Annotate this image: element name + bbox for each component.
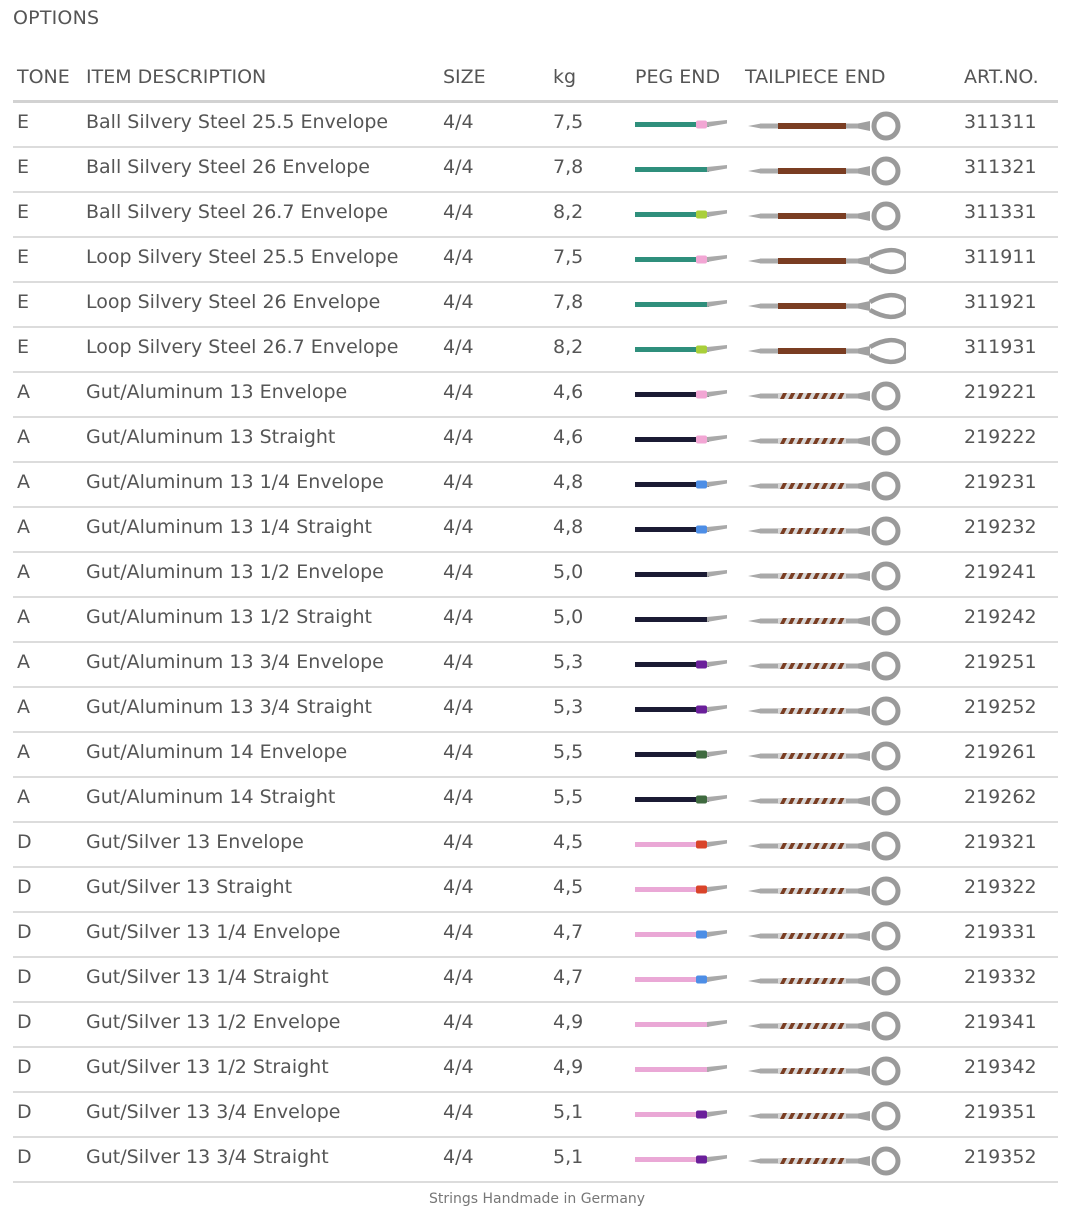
table-row: [13, 1003, 1058, 1048]
peg-end-cell: [633, 249, 729, 271]
table-row: [13, 958, 1058, 1003]
peg-end-icon: [633, 564, 729, 586]
kg-cell: 4,9: [553, 1011, 584, 1033]
tone-cell: D: [17, 966, 32, 988]
description-cell: Ball Silvery Steel 25.5 Envelope: [86, 111, 389, 133]
tone-cell: D: [17, 921, 32, 943]
kg-cell: 5,3: [553, 651, 584, 673]
art-no-cell: 219331: [964, 921, 1037, 943]
tailpiece-end-cell: [746, 422, 906, 458]
size-cell: 4/4: [443, 831, 474, 853]
art-no-cell: 219241: [964, 561, 1037, 583]
tone-cell: A: [17, 471, 30, 493]
size-cell: 4/4: [443, 651, 474, 673]
peg-end-icon: [633, 474, 729, 496]
tailpiece-end-cell: [746, 1097, 906, 1133]
tone-cell: A: [17, 381, 30, 403]
peg-end-icon: [633, 699, 729, 721]
art-no-cell: 219262: [964, 786, 1037, 808]
size-cell: 4/4: [443, 1101, 474, 1123]
peg-end-icon: [633, 969, 729, 991]
table-row: [13, 328, 1058, 373]
size-cell: 4/4: [443, 201, 474, 223]
peg-end-icon: [633, 204, 729, 226]
peg-end-cell: [633, 744, 729, 766]
tailpiece-end-icon: [746, 332, 906, 368]
tailpiece-end-cell: [746, 737, 906, 773]
tailpiece-end-cell: [746, 332, 906, 368]
peg-end-cell: [633, 564, 729, 586]
peg-end-cell: [633, 339, 729, 361]
tailpiece-end-icon: [746, 512, 906, 548]
peg-end-icon: [633, 114, 729, 136]
peg-end-icon: [633, 744, 729, 766]
peg-end-cell: [633, 699, 729, 721]
description-cell: Gut/Silver 13 1/4 Envelope: [86, 921, 341, 943]
tailpiece-end-cell: [746, 512, 906, 548]
tone-cell: A: [17, 606, 30, 628]
tone-cell: A: [17, 696, 30, 718]
tailpiece-end-cell: [746, 1052, 906, 1088]
tone-cell: D: [17, 831, 32, 853]
tailpiece-end-cell: [746, 377, 906, 413]
art-no-cell: 219221: [964, 381, 1037, 403]
size-cell: 4/4: [443, 471, 474, 493]
description-cell: Gut/Silver 13 Straight: [86, 876, 293, 898]
description-cell: Gut/Aluminum 13 1/2 Straight: [86, 606, 372, 628]
tailpiece-end-icon: [746, 287, 906, 323]
art-no-cell: 219342: [964, 1056, 1037, 1078]
tailpiece-end-icon: [746, 197, 906, 233]
peg-end-cell: [633, 924, 729, 946]
kg-cell: 4,5: [553, 831, 584, 853]
kg-cell: 7,8: [553, 156, 584, 178]
tone-cell: D: [17, 1101, 32, 1123]
kg-cell: 7,8: [553, 291, 584, 313]
peg-end-cell: [633, 294, 729, 316]
size-cell: 4/4: [443, 696, 474, 718]
footer-note: Strings Handmade in Germany: [428, 1191, 646, 1207]
tailpiece-end-cell: [746, 827, 906, 863]
peg-end-cell: [633, 519, 729, 541]
size-cell: 4/4: [443, 606, 474, 628]
table-row: [13, 643, 1058, 688]
tailpiece-end-icon: [746, 1097, 906, 1133]
tone-cell: D: [17, 1056, 32, 1078]
peg-end-cell: [633, 429, 729, 451]
art-no-cell: 219321: [964, 831, 1037, 853]
kg-cell: 5,5: [553, 741, 584, 763]
table-row: [13, 193, 1058, 238]
peg-end-icon: [633, 924, 729, 946]
description-cell: Gut/Aluminum 13 3/4 Straight: [86, 696, 372, 718]
header-size: SIZE: [443, 66, 486, 88]
description-cell: Gut/Aluminum 14 Straight: [86, 786, 336, 808]
peg-end-cell: [633, 834, 729, 856]
peg-end-cell: [633, 969, 729, 991]
table-row: [13, 418, 1058, 463]
table-row: [13, 148, 1058, 193]
size-cell: 4/4: [443, 381, 474, 403]
description-cell: Ball Silvery Steel 26 Envelope: [86, 156, 370, 178]
tailpiece-end-icon: [746, 422, 906, 458]
size-cell: 4/4: [443, 516, 474, 538]
kg-cell: 8,2: [553, 201, 584, 223]
description-cell: Ball Silvery Steel 26.7 Envelope: [86, 201, 389, 223]
size-cell: 4/4: [443, 426, 474, 448]
size-cell: 4/4: [443, 921, 474, 943]
peg-end-icon: [633, 384, 729, 406]
tailpiece-end-icon: [746, 1142, 906, 1178]
description-cell: Gut/Silver 13 Envelope: [86, 831, 304, 853]
size-cell: 4/4: [443, 741, 474, 763]
tailpiece-end-icon: [746, 782, 906, 818]
peg-end-icon: [633, 834, 729, 856]
tailpiece-end-cell: [746, 962, 906, 998]
tailpiece-end-cell: [746, 197, 906, 233]
header-tone: TONE: [17, 66, 70, 88]
peg-end-cell: [633, 654, 729, 676]
art-no-cell: 219332: [964, 966, 1037, 988]
description-cell: Gut/Aluminum 13 1/2 Envelope: [86, 561, 384, 583]
peg-end-cell: [633, 474, 729, 496]
tone-cell: D: [17, 876, 32, 898]
kg-cell: 5,1: [553, 1101, 584, 1123]
art-no-cell: 219352: [964, 1146, 1037, 1168]
description-cell: Gut/Silver 13 1/4 Straight: [86, 966, 329, 988]
art-no-cell: 219242: [964, 606, 1037, 628]
tone-cell: E: [17, 201, 30, 223]
peg-end-cell: [633, 789, 729, 811]
kg-cell: 4,8: [553, 471, 584, 493]
table-row: [13, 283, 1058, 328]
description-cell: Gut/Aluminum 13 1/4 Envelope: [86, 471, 384, 493]
size-cell: 4/4: [443, 291, 474, 313]
kg-cell: 5,0: [553, 606, 584, 628]
tailpiece-end-icon: [746, 152, 906, 188]
tone-cell: D: [17, 1146, 32, 1168]
table-row: [13, 913, 1058, 958]
tailpiece-end-cell: [746, 872, 906, 908]
art-no-cell: 219231: [964, 471, 1037, 493]
peg-end-icon: [633, 294, 729, 316]
size-cell: 4/4: [443, 1011, 474, 1033]
table-row: [13, 778, 1058, 823]
size-cell: 4/4: [443, 966, 474, 988]
table-row: [13, 823, 1058, 868]
description-cell: Gut/Silver 13 3/4 Envelope: [86, 1101, 341, 1123]
kg-cell: 5,3: [553, 696, 584, 718]
peg-end-icon: [633, 1059, 729, 1081]
tailpiece-end-cell: [746, 1007, 906, 1043]
table-row: [13, 103, 1058, 148]
tailpiece-end-icon: [746, 242, 906, 278]
art-no-cell: 311911: [964, 246, 1037, 268]
tailpiece-end-cell: [746, 782, 906, 818]
header-tailpiece-end: TAILPIECE END: [745, 66, 886, 88]
tailpiece-end-icon: [746, 107, 906, 143]
tone-cell: A: [17, 426, 30, 448]
tone-cell: E: [17, 156, 30, 178]
tone-cell: A: [17, 786, 30, 808]
art-no-cell: 311331: [964, 201, 1037, 223]
table-body: [13, 103, 1058, 1183]
peg-end-icon: [633, 789, 729, 811]
peg-end-icon: [633, 249, 729, 271]
kg-cell: 4,6: [553, 381, 584, 403]
peg-end-cell: [633, 879, 729, 901]
table-row: [13, 1048, 1058, 1093]
section-title: OPTIONS: [13, 7, 100, 29]
table-row: [13, 553, 1058, 598]
description-cell: Gut/Aluminum 13 Envelope: [86, 381, 348, 403]
description-cell: Gut/Silver 13 3/4 Straight: [86, 1146, 329, 1168]
description-cell: Gut/Aluminum 13 1/4 Straight: [86, 516, 372, 538]
tailpiece-end-cell: [746, 917, 906, 953]
peg-end-cell: [633, 1149, 729, 1171]
art-no-cell: 219252: [964, 696, 1037, 718]
peg-end-cell: [633, 159, 729, 181]
kg-cell: 4,5: [553, 876, 584, 898]
tone-cell: E: [17, 111, 30, 133]
art-no-cell: 219251: [964, 651, 1037, 673]
table-row: [13, 463, 1058, 508]
tailpiece-end-icon: [746, 872, 906, 908]
kg-cell: 7,5: [553, 246, 584, 268]
tailpiece-end-icon: [746, 962, 906, 998]
tailpiece-end-cell: [746, 692, 906, 728]
tone-cell: A: [17, 561, 30, 583]
table-row: [13, 238, 1058, 283]
tailpiece-end-icon: [746, 377, 906, 413]
description-cell: Loop Silvery Steel 26.7 Envelope: [86, 336, 399, 358]
peg-end-cell: [633, 384, 729, 406]
table-row: [13, 1093, 1058, 1138]
table-row: [13, 373, 1058, 418]
peg-end-icon: [633, 1014, 729, 1036]
table-row: [13, 508, 1058, 553]
art-no-cell: 219351: [964, 1101, 1037, 1123]
tone-cell: A: [17, 651, 30, 673]
kg-cell: 4,6: [553, 426, 584, 448]
art-no-cell: 219232: [964, 516, 1037, 538]
size-cell: 4/4: [443, 1146, 474, 1168]
kg-cell: 7,5: [553, 111, 584, 133]
tailpiece-end-icon: [746, 692, 906, 728]
tailpiece-end-cell: [746, 287, 906, 323]
peg-end-icon: [633, 339, 729, 361]
tone-cell: E: [17, 246, 30, 268]
size-cell: 4/4: [443, 336, 474, 358]
peg-end-cell: [633, 1104, 729, 1126]
tailpiece-end-cell: [746, 647, 906, 683]
tailpiece-end-cell: [746, 557, 906, 593]
description-cell: Gut/Aluminum 13 3/4 Envelope: [86, 651, 384, 673]
size-cell: 4/4: [443, 876, 474, 898]
size-cell: 4/4: [443, 246, 474, 268]
table-header: [13, 56, 1058, 103]
peg-end-icon: [633, 879, 729, 901]
tailpiece-end-icon: [746, 737, 906, 773]
size-cell: 4/4: [443, 111, 474, 133]
tailpiece-end-cell: [746, 602, 906, 638]
kg-cell: 8,2: [553, 336, 584, 358]
table-row: [13, 688, 1058, 733]
tailpiece-end-cell: [746, 1142, 906, 1178]
tone-cell: A: [17, 516, 30, 538]
tailpiece-end-cell: [746, 467, 906, 503]
header-art-no: ART.NO.: [964, 66, 1039, 88]
table-row: [13, 1138, 1058, 1183]
header-kg: kg: [553, 66, 577, 88]
art-no-cell: 219322: [964, 876, 1037, 898]
tone-cell: A: [17, 741, 30, 763]
peg-end-icon: [633, 519, 729, 541]
tone-cell: D: [17, 1011, 32, 1033]
peg-end-cell: [633, 1014, 729, 1036]
tailpiece-end-cell: [746, 242, 906, 278]
description-cell: Loop Silvery Steel 25.5 Envelope: [86, 246, 399, 268]
header-peg-end: PEG END: [635, 66, 721, 88]
table-row: [13, 598, 1058, 643]
tailpiece-end-icon: [746, 557, 906, 593]
size-cell: 4/4: [443, 786, 474, 808]
description-cell: Gut/Silver 13 1/2 Straight: [86, 1056, 329, 1078]
art-no-cell: 311311: [964, 111, 1037, 133]
peg-end-icon: [633, 159, 729, 181]
size-cell: 4/4: [443, 156, 474, 178]
tailpiece-end-icon: [746, 1052, 906, 1088]
peg-end-cell: [633, 114, 729, 136]
kg-cell: 5,5: [553, 786, 584, 808]
options-table: [13, 56, 1058, 1183]
kg-cell: 4,7: [553, 921, 584, 943]
tone-cell: E: [17, 291, 30, 313]
art-no-cell: 219341: [964, 1011, 1037, 1033]
kg-cell: 4,7: [553, 966, 584, 988]
tailpiece-end-icon: [746, 917, 906, 953]
description-cell: Gut/Silver 13 1/2 Envelope: [86, 1011, 341, 1033]
art-no-cell: 311321: [964, 156, 1037, 178]
peg-end-cell: [633, 204, 729, 226]
header-description: ITEM DESCRIPTION: [86, 66, 267, 88]
table-row: [13, 868, 1058, 913]
description-cell: Loop Silvery Steel 26 Envelope: [86, 291, 381, 313]
tailpiece-end-icon: [746, 1007, 906, 1043]
tailpiece-end-icon: [746, 827, 906, 863]
peg-end-icon: [633, 1104, 729, 1126]
peg-end-icon: [633, 654, 729, 676]
peg-end-icon: [633, 1149, 729, 1171]
kg-cell: 4,8: [553, 516, 584, 538]
peg-end-cell: [633, 609, 729, 631]
description-cell: Gut/Aluminum 14 Envelope: [86, 741, 348, 763]
tone-cell: E: [17, 336, 30, 358]
kg-cell: 4,9: [553, 1056, 584, 1078]
tailpiece-end-icon: [746, 647, 906, 683]
size-cell: 4/4: [443, 1056, 474, 1078]
peg-end-icon: [633, 609, 729, 631]
tailpiece-end-icon: [746, 467, 906, 503]
peg-end-cell: [633, 1059, 729, 1081]
size-cell: 4/4: [443, 561, 474, 583]
tailpiece-end-cell: [746, 152, 906, 188]
peg-end-icon: [633, 429, 729, 451]
tailpiece-end-cell: [746, 107, 906, 143]
kg-cell: 5,1: [553, 1146, 584, 1168]
description-cell: Gut/Aluminum 13 Straight: [86, 426, 336, 448]
art-no-cell: 219261: [964, 741, 1037, 763]
kg-cell: 5,0: [553, 561, 584, 583]
art-no-cell: 311931: [964, 336, 1037, 358]
tailpiece-end-icon: [746, 602, 906, 638]
art-no-cell: 219222: [964, 426, 1037, 448]
table-row: [13, 733, 1058, 778]
art-no-cell: 311921: [964, 291, 1037, 313]
